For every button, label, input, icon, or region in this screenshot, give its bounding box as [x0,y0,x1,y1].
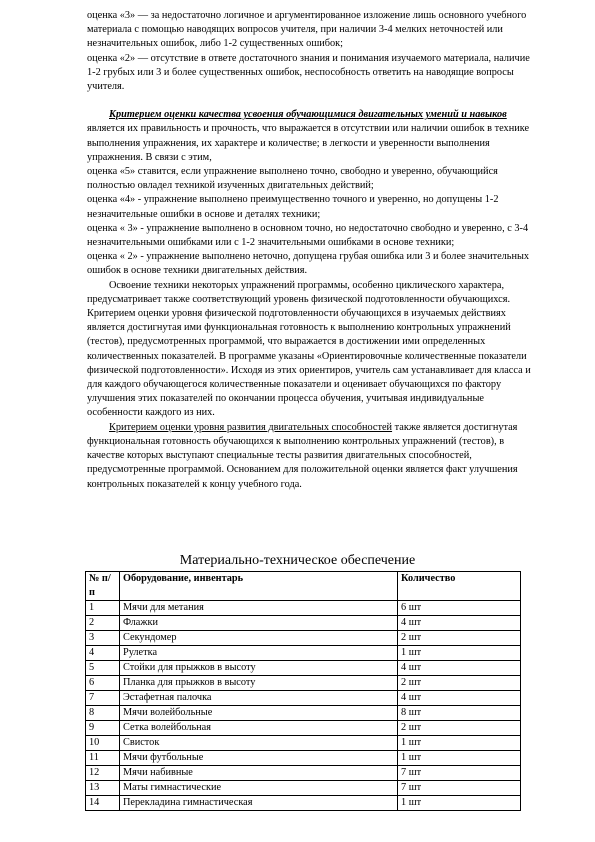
paragraph-grade-3: оценка «3» — за недостаточно логичное и аргументированное изложение лишь основного учебного материала с помощью наводящих вопросов учителя, при наличии 3-4 мелких неточностей или незначительных ошибок, либо 1-2 существенных ошибок; [87,10,527,50]
paragraph-skills-grade-4: оценка «4» - упражнение выполнено преимущественно точного и уверенно, но допущены 1-2 незначительные ошибки в основе и деталях техники; [87,194,499,220]
row-number: 5 [86,661,120,676]
table-row [86,661,521,676]
row-quantity: 1 шт [398,736,521,751]
row-number: 4 [86,646,120,661]
criterion-skills-text: является их правильность и прочность, что выражается в отсутствии или наличии ошибок в технике выполнения упражнения, их характере и количестве; в легкости и уверенности выполнения упражнения. В связи с этим, [87,123,530,163]
row-equipment: Свисток [120,736,398,751]
header-number: № п/п [86,572,120,601]
row-number: 1 [86,601,120,616]
row-equipment: Сетка волейбольная [120,721,398,736]
table-row [86,751,521,766]
row-equipment: Мячи волейбольные [120,706,398,721]
paragraph-grade-2: оценка «2» — отсутствие в ответе достаточного знания и понимания изучаемого материала, наличие 1-2 грубых или 3 и более существенных ошибок, неспособность ответить на наводящие вопросы учителя. [87,52,530,93]
paragraph-skills-grade-5: оценка «5» ставится, если упражнение выполнено точно, свободно и уверенно, обучающийся полностью овладел техникой изученных двигательных действий; [87,166,498,192]
row-equipment: Мячи набивные [120,766,398,781]
table-row [86,676,521,691]
row-equipment: Планка для прыжков в высоту [120,676,398,691]
table-row [86,796,521,811]
table-row [86,691,521,706]
paragraph-motor-abilities [87,421,535,492]
paragraph-skills-grade-3: оценка « 3» - упражнение выполнено в основном точно, но недостаточно свободно и уверенно, с 3-4 незначительными ошибками или с 1-2 значительными ошибками в основе техники; [87,222,529,249]
table-row [86,721,521,736]
row-number: 9 [86,721,120,736]
table-row [86,616,521,631]
criterion-skills-heading: Критерием оценки качества усвоения обучающимися двигательных умений и навыков [109,109,507,121]
row-quantity: 4 шт [398,616,521,631]
paragraph-skills-criterion [87,108,535,165]
table-header-row [86,572,521,601]
row-quantity: 1 шт [398,751,521,766]
row-quantity: 2 шт [398,721,521,736]
row-number: 12 [86,766,120,781]
row-equipment: Стойки для прыжков в высоту [120,661,398,676]
equipment-table [85,571,521,811]
row-equipment: Мячи для метания [120,601,398,616]
body-text [87,9,535,492]
row-number: 7 [86,691,120,706]
table-row [86,736,521,751]
row-number: 13 [86,781,120,796]
row-number: 8 [86,706,120,721]
paragraph-skills-grade-2: оценка « 2» - упражнение выполнено неточно, допущена грубая ошибка или 3 и более значительных ошибок в основе техники двигательных действия. [87,251,530,277]
row-equipment: Мячи футбольные [120,751,398,766]
row-number: 14 [86,796,120,811]
row-quantity: 2 шт [398,631,521,646]
header-equipment: Оборудование, инвентарь [120,572,398,601]
criterion-abilities-heading: Критерием оценки уровня развития двигательных способностей [109,421,393,433]
row-equipment: Флажки [120,616,398,631]
row-equipment: Секундомер [120,631,398,646]
criterion-abilities-text: также является достигнутая функциональная готовность обучающихся к выполнению контрольных упражнений (тестов), в качестве которых выступают специальные тесты развития двигательных способностей, предусмотренные программой. Основанием для положительной оценки является факт улучшения контрольных показателей к концу учебного года. [87,421,518,490]
table-row [86,646,521,661]
row-number: 11 [86,751,120,766]
table-row [86,781,521,796]
row-quantity: 2 шт [398,676,521,691]
row-quantity: 1 шт [398,646,521,661]
header-quantity: Количество [398,572,521,601]
table-row [86,766,521,781]
row-number: 10 [86,736,120,751]
row-quantity: 8 шт [398,706,521,721]
row-equipment: Рулетка [120,646,398,661]
row-number: 2 [86,616,120,631]
row-quantity: 4 шт [398,691,521,706]
paragraph-physical-fitness: Освоение техники некоторых упражнений программы, особенно циклического характера, предусматривает также соответствующий уровень физической подготовленности обучающихся. Критерием оценки уровня физической подготовленности обучающихся в изучаемых действиях является достигнутая ими функциональная готовность к выполнению контрольных упражнений (тестов), предусмотренных программой, что выражается в достижении ими определенных количественных показателей. В программе указаны «Ориентировочные количественные показатели физической подготовленности». Исходя из этих ориентиров, учитель сам устанавливает для класса и для каждого обучающегося количественные показатели и оценивает обучающихся по фактору улучшения этих показателей по окончании процесса обучения, учитывая индивидуальные особенности каждого из них. [87,279,531,419]
row-quantity: 1 шт [398,796,521,811]
row-quantity: 4 шт [398,661,521,676]
row-quantity: 7 шт [398,781,521,796]
row-equipment: Эстафетная палочка [120,691,398,706]
row-equipment: Маты гимнастические [120,781,398,796]
row-quantity: 6 шт [398,601,521,616]
row-number: 6 [86,676,120,691]
table-body [86,601,521,811]
table-title: Материально-техническое обеспечение [179,553,416,568]
table-row [86,601,521,616]
table-row [86,706,521,721]
row-equipment: Перекладина гимнастическая [120,796,398,811]
row-number: 3 [86,631,120,646]
table-row [86,631,521,646]
row-quantity: 7 шт [398,766,521,781]
